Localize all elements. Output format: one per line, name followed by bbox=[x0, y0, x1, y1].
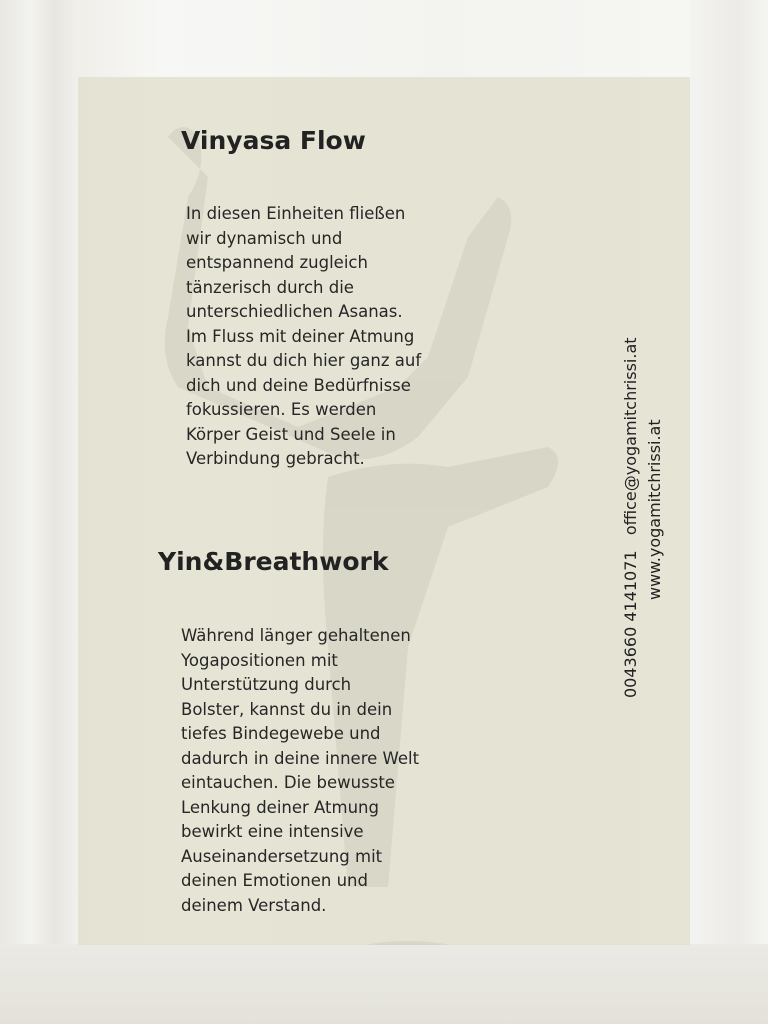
section-text-vinyasa: In diesen Einheiten fließen wir dynamisch und entspannend zugleich tänzerisch durch die unterschiedlichen Asanas. Im Fluss mit deiner Atmung kannst du dich hier ganz auf dich und deine Bedürfnisse fokussieren. Es werden Körper Geist und Seele in Verbindung gebracht. bbox=[186, 204, 422, 468]
section-text-yin: Während länger gehaltenen Yogapositionen mit Unterstützung durch Bolster, kannst du in dein tiefes Bindegewebe und dadurch in deine innere Welt eintauchen. Die bewusste Lenkung deiner Atmung bewirkt eine intensive Auseinandersetzung mit deinen Emotionen und deinem Verstand. bbox=[181, 626, 420, 915]
background-wall bbox=[690, 0, 768, 1024]
section-title-yin: Yin&Breathwork bbox=[158, 547, 389, 576]
contact-website: www.yogamitchrissi.at bbox=[645, 419, 664, 600]
section-title-vinyasa: Vinyasa Flow bbox=[181, 126, 366, 155]
background-pillar bbox=[0, 0, 78, 1024]
contact-phone-email: 0043660 4141071 office@yogamitchrissi.at bbox=[621, 337, 640, 698]
background-floor bbox=[0, 944, 768, 1024]
